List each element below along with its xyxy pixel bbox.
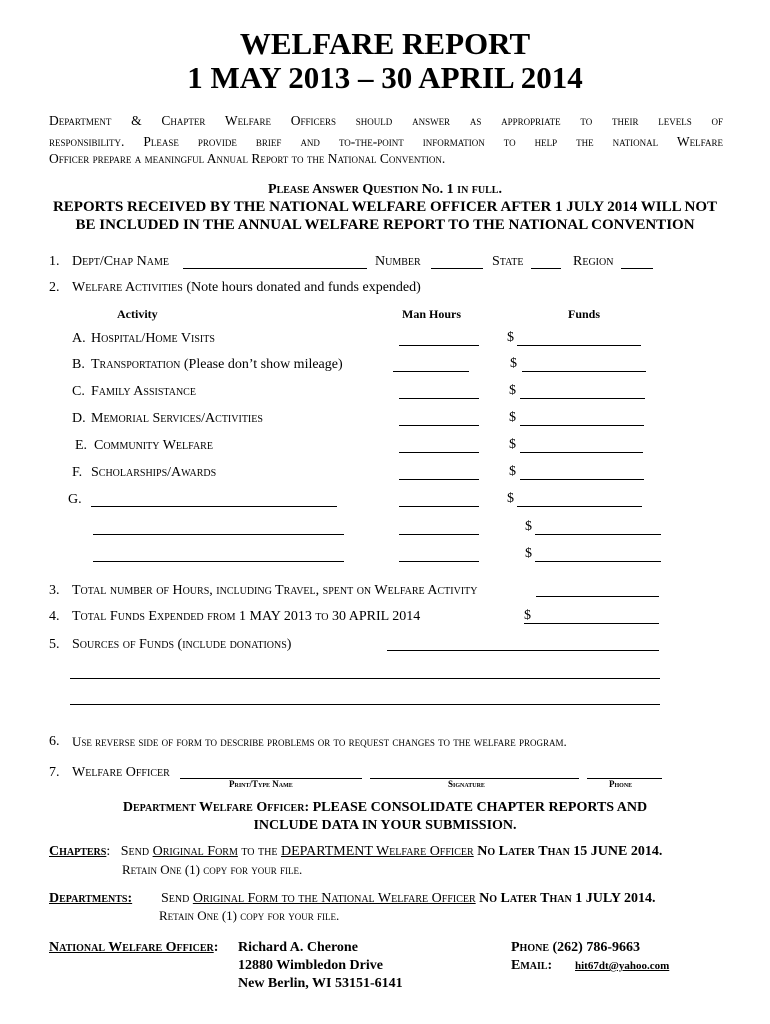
national-officer-name: Richard A. Cherone xyxy=(238,940,358,955)
chapters-dept-officer: DEPARTMENT Welfare Officer xyxy=(280,844,474,859)
row-label: Transportation xyxy=(91,357,181,372)
officer-signature-field[interactable] xyxy=(370,764,579,779)
chapters-send: Send xyxy=(120,844,150,859)
national-phone xyxy=(511,940,640,956)
q4-label-b: from xyxy=(207,609,236,624)
national-phone-number: (262) 786-9663 xyxy=(552,940,640,955)
row-prefix: D. xyxy=(72,411,86,426)
dept-consolidate-lead: Department Welfare Officer: xyxy=(122,800,310,815)
activity-name-field[interactable] xyxy=(93,520,344,535)
state-field[interactable] xyxy=(531,254,561,269)
man-hours-field[interactable] xyxy=(399,492,479,507)
row-label-wrap xyxy=(91,357,343,373)
departments-no-later: No Later Than xyxy=(479,891,572,906)
chapters-no-later: No Later Than xyxy=(477,844,570,859)
chapters-original-form: Original Form xyxy=(152,844,238,859)
signature-caption: Signature xyxy=(448,779,485,789)
dollar-sign: $ xyxy=(509,383,516,398)
report-period: 1 MAY 2013 – 30 APRIL 2014 xyxy=(187,60,583,95)
chapters-instruction xyxy=(49,844,662,860)
dollar-sign: $ xyxy=(509,437,516,452)
row-prefix: E. xyxy=(75,438,88,453)
funds-field[interactable] xyxy=(522,357,646,372)
dollar-sign: $ xyxy=(507,491,514,506)
q4-label-wrap xyxy=(72,609,420,625)
funds-field[interactable] xyxy=(520,411,644,426)
sources-field-2[interactable] xyxy=(70,664,660,679)
row-prefix: G. xyxy=(68,492,82,507)
man-hours-field[interactable] xyxy=(399,547,479,562)
dept-name-field[interactable] xyxy=(183,254,367,269)
funds-field[interactable] xyxy=(517,331,641,346)
row-prefix: C. xyxy=(72,384,85,399)
q1-number-label: Number xyxy=(375,254,421,269)
deadline-notice-2: BE INCLUDED IN THE ANNUAL WELFARE REPORT TO THE NATIONAL CONVENTION xyxy=(75,217,695,233)
col-activity-header: Activity xyxy=(117,307,158,321)
departments-label: Departments xyxy=(49,891,128,906)
row-prefix: A. xyxy=(72,331,86,346)
intro-paragraph xyxy=(49,110,723,152)
activity-name-field[interactable] xyxy=(93,547,344,562)
row-prefix: B. xyxy=(72,357,85,372)
chapters-to-the: to the xyxy=(241,844,278,859)
q1-state-label: State xyxy=(492,254,524,269)
dollar-sign: $ xyxy=(525,519,532,534)
q7-label: Welfare Officer xyxy=(72,765,170,780)
funds-field[interactable] xyxy=(520,465,644,480)
national-email-link[interactable]: hit67dt@yahoo.com xyxy=(575,960,670,972)
funds-field[interactable] xyxy=(535,520,661,535)
chapters-retain: Retain One (1) copy for your file. xyxy=(122,862,303,877)
departments-retain: Retain One (1) copy for your file. xyxy=(159,908,340,923)
q6-label: Use reverse side of form to describe problems or to request changes to the welfare program. xyxy=(72,734,567,749)
number-field[interactable] xyxy=(431,254,483,269)
national-officer-colon: : xyxy=(213,940,219,955)
national-officer-address-1: 12880 Wimbledon Drive xyxy=(238,958,383,973)
q2-number: 2. xyxy=(49,280,60,295)
intro-line-1: Department & Chapter Welfare Officers should answer as appropriate to their levels of xyxy=(49,113,723,128)
row-label: Community Welfare xyxy=(94,438,213,453)
col-funds-header: Funds xyxy=(568,307,601,321)
dollar-sign: $ xyxy=(524,608,531,623)
q5-label: Sources of Funds (include donations) xyxy=(72,637,292,652)
q2-label: Welfare Activities xyxy=(72,280,183,295)
q3-label: Total number of Hours, including Travel, spent on Welfare Activity xyxy=(72,583,478,598)
q2-label-wrap xyxy=(72,280,421,296)
q4-number: 4. xyxy=(49,609,60,624)
intro-line-2: responsibility. Please provide brief and to-the-point information to help the national Welfare xyxy=(49,134,723,149)
q1-number: 1. xyxy=(49,254,60,269)
chapters-label: Chapters xyxy=(49,844,107,859)
dept-consolidate-line-2: INCLUDE DATA IN YOUR SUBMISSION. xyxy=(253,818,517,833)
q7-number: 7. xyxy=(49,765,60,780)
departments-colon: : xyxy=(127,891,133,906)
man-hours-field[interactable] xyxy=(399,465,479,480)
row-label: Scholarships/Awards xyxy=(91,465,217,480)
row-prefix: F. xyxy=(72,465,83,480)
departments-original-form: Original Form to the National Welfare Officer xyxy=(192,891,476,906)
region-field[interactable] xyxy=(621,254,653,269)
q2-note: (Note hours donated and funds expended) xyxy=(186,280,421,295)
q4-label-a: Total Funds Expended xyxy=(72,609,204,624)
q4-label-c: to xyxy=(315,609,329,624)
national-phone-label: Phone xyxy=(511,940,549,955)
man-hours-field[interactable] xyxy=(399,331,479,346)
funds-field[interactable] xyxy=(520,384,645,399)
dollar-sign: $ xyxy=(509,410,516,425)
q4-date-2: 30 APRIL 2014 xyxy=(332,609,421,624)
deadline-notice-1: REPORTS RECEIVED BY THE NATIONAL WELFARE OFFICER AFTER 1 JULY 2014 WILL NOT xyxy=(52,199,718,215)
national-email-label: Email: xyxy=(511,958,553,973)
dollar-sign: $ xyxy=(509,464,516,479)
departments-instruction xyxy=(161,891,656,907)
row-label: Hospital/Home Visits xyxy=(91,331,215,346)
dollar-sign: $ xyxy=(510,356,517,371)
national-officer-label-wrap xyxy=(49,940,218,956)
report-title: WELFARE REPORT xyxy=(239,26,531,61)
col-man-hours-header: Man Hours xyxy=(402,307,462,321)
national-officer-label: National Welfare Officer xyxy=(49,940,214,955)
sources-field-1[interactable] xyxy=(387,636,659,651)
q1-dept-name-label: Dept/Chap Name xyxy=(72,254,169,269)
phone-caption: Phone xyxy=(609,779,633,789)
q1-region-label: Region xyxy=(573,254,614,269)
total-funds-field[interactable] xyxy=(524,609,659,624)
row-label: Memorial Services/Activities xyxy=(91,411,263,426)
sources-field-3[interactable] xyxy=(70,690,660,705)
man-hours-field[interactable] xyxy=(399,438,479,453)
departments-send: Send xyxy=(161,891,190,906)
departments-deadline: 1 JULY 2014. xyxy=(575,891,656,906)
q5-number: 5. xyxy=(49,637,60,652)
man-hours-field[interactable] xyxy=(399,520,479,535)
man-hours-field[interactable] xyxy=(399,384,479,399)
funds-field[interactable] xyxy=(517,492,642,507)
dept-consolidate-text-1: PLEASE CONSOLIDATE CHAPTER REPORTS AND xyxy=(312,800,648,815)
print-name-caption: Print/Type Name xyxy=(229,779,293,789)
dollar-sign: $ xyxy=(507,330,514,345)
row-note: (Please don’t show mileage) xyxy=(183,357,343,372)
row-label: Family Assistance xyxy=(91,384,196,399)
chapters-deadline: 15 JUNE 2014. xyxy=(573,844,663,859)
chapters-colon: : xyxy=(106,844,111,859)
please-answer-note: Please Answer Question No. 1 in full. xyxy=(268,182,502,197)
intro-line-3: Officer prepare a meaningful Annual Report to the National Convention. xyxy=(49,151,446,166)
q3-number: 3. xyxy=(49,583,60,598)
activity-name-field[interactable] xyxy=(91,492,337,507)
q4-date-1: 1 MAY 2013 xyxy=(239,609,312,624)
man-hours-field[interactable] xyxy=(399,411,479,426)
national-officer-address-2: New Berlin, WI 53151-6141 xyxy=(238,976,403,991)
dept-consolidate-line-1 xyxy=(0,800,770,816)
man-hours-field[interactable] xyxy=(393,357,469,372)
funds-field[interactable] xyxy=(520,438,643,453)
funds-field[interactable] xyxy=(535,547,661,562)
total-hours-field[interactable] xyxy=(536,582,659,597)
q6-number: 6. xyxy=(49,734,60,749)
officer-phone-field[interactable] xyxy=(587,764,662,779)
dollar-sign: $ xyxy=(525,546,532,561)
officer-name-field[interactable] xyxy=(180,764,362,779)
departments-label-wrap xyxy=(49,891,132,907)
